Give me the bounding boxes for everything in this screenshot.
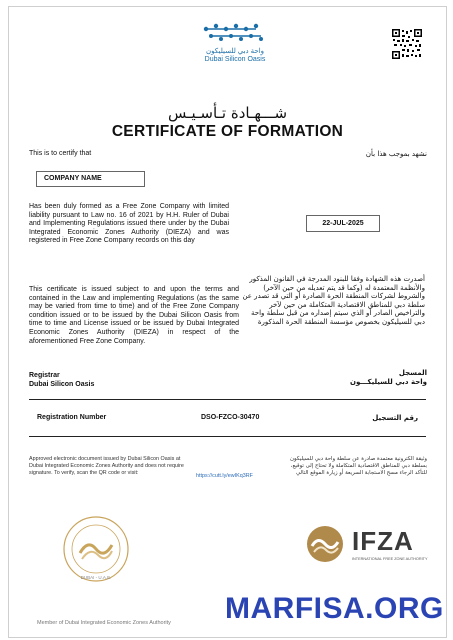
terms-text: This certificate is issued subject to and upon the terms and contained in the Law and implementing Regulations (as the same may be varied from time to time) and of the Free Zone Company condition issued or to be issued by the Dubai Silicon Oasis from time to time and License issued or be issued by Dubai Integrated Economic Zones Authority (DIEZA) in respect of the aforementioned Free Zone Company.	[29, 286, 239, 345]
verification-link[interactable]: https://cutt.ly/ewIKq3RF	[196, 473, 253, 479]
approval-note-arabic: وثيقة الكترونية معتمدة صادرة عن سلطة واحة دبي للسيليكون بسلطة دبي للمناطق الاقتصادية المتكاملة ولا تحتاج إلى توقيع، للتأكد الرجاء مسح الاستجابة السريعة أو زيارة الموقع التالي	[290, 456, 427, 476]
company-name-field: COMPANY NAME	[36, 171, 145, 187]
page-title: CERTIFICATE OF FORMATION	[111, 123, 344, 140]
ifza-logo-icon	[306, 525, 344, 563]
certify-text-arabic: نشهد بموجب هذا بأن	[365, 150, 427, 158]
ifza-subtitle: INTERNATIONAL FREE ZONE AUTHORITY	[352, 557, 428, 561]
member-footer: Member of Dubai Integrated Economic Zones Authority	[37, 620, 171, 626]
approval-note: Approved electronic document issued by Dubai Silicon Oasis at Dubai Integrated Economic Zones Authority and does not require signature. To verify, scan the QR code or visit:	[29, 456, 184, 476]
registration-number: DSO-FZCO-30470	[201, 414, 260, 421]
watermark-text: MARFISA.ORG	[225, 592, 444, 625]
terms-text-arabic: أصدرت هذه الشهادة وفقا للبنود المدرجة في القانون المذكور والأنظمة المعتمدة له (وكما قد يتم تعديله من حين الآخر) والشروط لشركات المنطقة الحرة الصادرة أو التي قد تصدر عن سلطة دبي للمناطق الاقتصادية المتكاملة من حين لآخر والتراخيص الصادر أو الذي سيتم إصداره من قبل سلطة واحة دبي للسيليكون بخصوص مؤسسة المنطقة الحرة المذكورة	[242, 275, 425, 326]
registration-label-arabic: رقم التسجيل	[372, 414, 418, 422]
ifza-wordmark: IFZA	[352, 526, 414, 556]
qr-code-icon[interactable]	[392, 29, 422, 59]
registrar-title-arabic: المسجل	[398, 369, 427, 377]
free-zone-seal-icon	[62, 515, 130, 583]
certify-text: This is to certify that	[29, 150, 92, 157]
registration-row	[29, 399, 426, 437]
formation-date: 22-JUL-2025	[306, 215, 380, 232]
certificate-page	[8, 6, 447, 638]
registrar-org-arabic: واحة دبي للسيليكـــون	[349, 378, 427, 386]
seal-caption: DUBAI - U.A.E.	[80, 575, 112, 580]
registrar-block-arabic	[309, 369, 427, 387]
formation-text: Has been duly formed as a Free Zone Company with limited liability pursuant to Law no. 16 of 2021 by H.H. Ruler of Dubai and Implementing Regulations issued there under by the Dubai Integrated Economic Zones Authority (DIEZA) and was registered in Free Zone Company records on this day	[29, 203, 229, 245]
registrar-title: Registrar	[29, 372, 60, 379]
registrar-block	[29, 371, 94, 389]
registration-label: Registration Number	[37, 414, 107, 421]
registrar-org: Dubai Silicon Oasis	[29, 381, 95, 388]
title-arabic: شـــهـادة تـأسـيـس	[167, 104, 288, 122]
brand-english: Dubai Silicon Oasis	[204, 56, 266, 63]
brand-arabic: واحة دبي للسيليكون	[205, 48, 265, 55]
